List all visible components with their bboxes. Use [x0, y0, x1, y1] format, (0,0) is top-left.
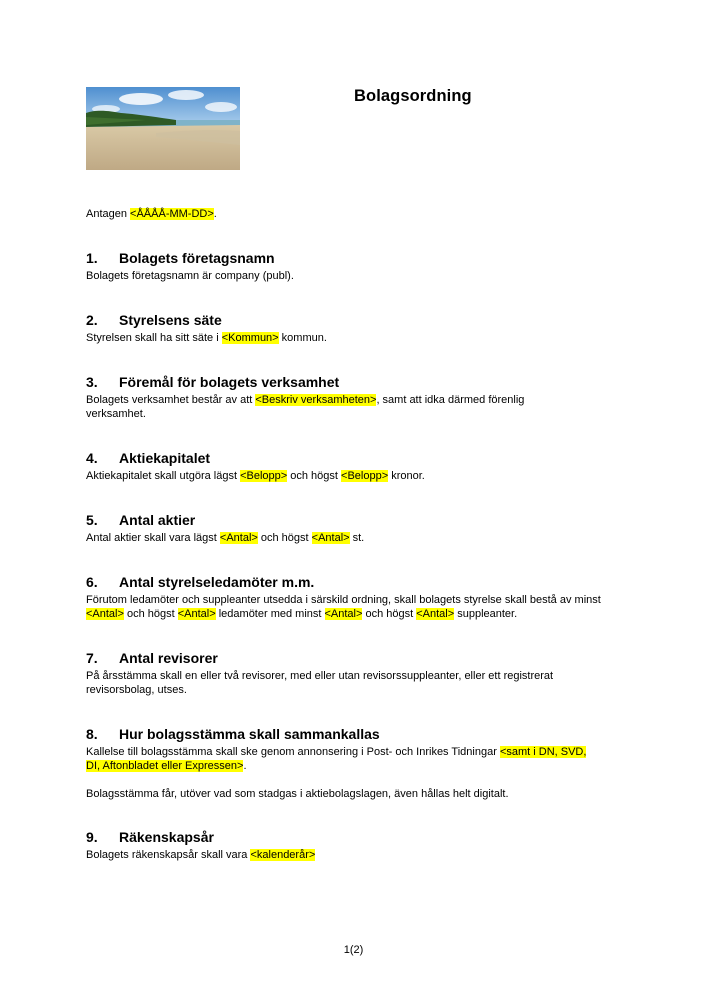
section-6-heading	[86, 574, 314, 590]
text-segment: st.	[349, 532, 365, 544]
section-5-number: 5.	[86, 512, 98, 528]
section-6-number: 6.	[86, 574, 98, 590]
section-4-text	[86, 470, 616, 484]
text-segment: , samt att idka därmed förenlig verksamhet.	[86, 394, 525, 420]
beach-photo	[86, 87, 240, 170]
section-1-text: Bolagets företagsnamn är company (publ).	[86, 270, 294, 282]
text-segment: Förutom ledamöter och suppleanter utsedda i särskild ordning, skall bolagets styrelse skall bestå av minst	[86, 594, 601, 606]
section-2-heading	[86, 312, 222, 328]
section-3-number: 3.	[86, 374, 98, 390]
adopted-prefix: Antagen	[86, 208, 131, 220]
section-1-heading	[86, 250, 275, 266]
text-segment: ledamöter med minst	[215, 607, 325, 620]
section-4-heading	[86, 450, 210, 466]
ledamoter-min-placeholder: <Antal>	[86, 607, 124, 620]
section-8-text	[86, 746, 601, 773]
section-4-number: 4.	[86, 450, 98, 466]
tidningar-placeholder: <samt i DN, SVD, DI, Aftonbladet eller Expressen>	[86, 746, 587, 772]
kommun-placeholder: <Kommun>	[221, 332, 279, 344]
antal-max-placeholder: <Antal>	[311, 532, 350, 544]
section-9-text	[86, 849, 616, 863]
section-8-number: 8.	[86, 726, 98, 742]
section-9-number: 9.	[86, 829, 98, 845]
section-4-title: Aktiekapitalet	[119, 450, 211, 466]
section-5-text	[86, 532, 616, 546]
section-6-text	[86, 594, 616, 621]
text-segment: Bolagets räkenskapsår skall vara	[86, 849, 251, 861]
section-2-number: 2.	[86, 312, 98, 328]
section-9-heading	[86, 829, 214, 845]
text-segment: Aktiekapitalet skall utgöra lägst	[86, 470, 241, 482]
section-2-title: Styrelsens säte	[119, 312, 222, 328]
section-6-title: Antal styrelseledamöter m.m.	[119, 574, 315, 590]
section-7-text: På årsstämma skall en eller två revisorer, med eller utan revisorssuppleanter, eller ett registrerat revisorsbolag, utses.	[86, 670, 554, 696]
text-segment: Bolagets verksamhet består av att	[86, 394, 256, 406]
section-5-heading	[86, 512, 195, 528]
section-9-title: Räkenskapsår	[119, 829, 214, 845]
adopted-date-line	[86, 208, 217, 220]
date-placeholder: <ÅÅÅÅ-MM-DD>	[130, 208, 214, 220]
section-1-title: Bolagets företagsnamn	[119, 250, 275, 266]
section-8-heading	[86, 726, 380, 742]
text-segment: kommun.	[278, 332, 327, 344]
text-segment: och högst	[123, 607, 178, 620]
section-7-heading	[86, 650, 218, 666]
page-number: 1(2)	[343, 944, 364, 956]
text-segment: och högst	[287, 470, 342, 482]
section-8-title: Hur bolagsstämma skall sammankallas	[119, 726, 380, 742]
antal-min-placeholder: <Antal>	[219, 532, 258, 544]
suppleanter-min-placeholder: <Antal>	[324, 607, 363, 620]
beach-photo-illustration	[86, 87, 240, 170]
section-3-title: Föremål för bolagets verksamhet	[119, 374, 340, 390]
section-5-title: Antal aktier	[119, 512, 196, 528]
ledamoter-max-placeholder: <Antal>	[177, 607, 216, 620]
belopp-max-placeholder: <Belopp>	[341, 470, 389, 482]
section-8-text-2: Bolagsstämma får, utöver vad som stadgas i aktiebolagslagen, även hållas helt digitalt.	[86, 788, 509, 800]
text-segment: kronor.	[388, 470, 425, 482]
text-segment: suppleanter.	[454, 607, 518, 620]
section-3-text	[86, 394, 576, 421]
text-segment: Styrelsen skall ha sitt säte i	[86, 332, 222, 344]
text-segment: och högst	[362, 607, 417, 620]
text-segment: Kallelse till bolagsstämma skall ske genom annonsering i Post- och Inrikes Tidningar	[86, 746, 500, 758]
section-2-text	[86, 332, 616, 346]
text-segment: Antal aktier skall vara lägst	[86, 532, 220, 544]
document-title: Bolagsordning	[354, 87, 472, 105]
adopted-suffix: .	[213, 208, 217, 220]
section-3-heading	[86, 374, 339, 390]
section-7-title: Antal revisorer	[119, 650, 218, 666]
text-segment: .	[243, 759, 247, 772]
section-7-number: 7.	[86, 650, 98, 666]
verksamhet-placeholder: <Beskriv verksamheten>	[255, 394, 377, 406]
belopp-min-placeholder: <Belopp>	[240, 470, 288, 482]
suppleanter-max-placeholder: <Antal>	[416, 607, 455, 620]
text-segment: och högst	[257, 532, 312, 544]
kalenderar-placeholder: <kalenderår>	[250, 849, 316, 861]
section-1-number: 1.	[86, 250, 98, 266]
